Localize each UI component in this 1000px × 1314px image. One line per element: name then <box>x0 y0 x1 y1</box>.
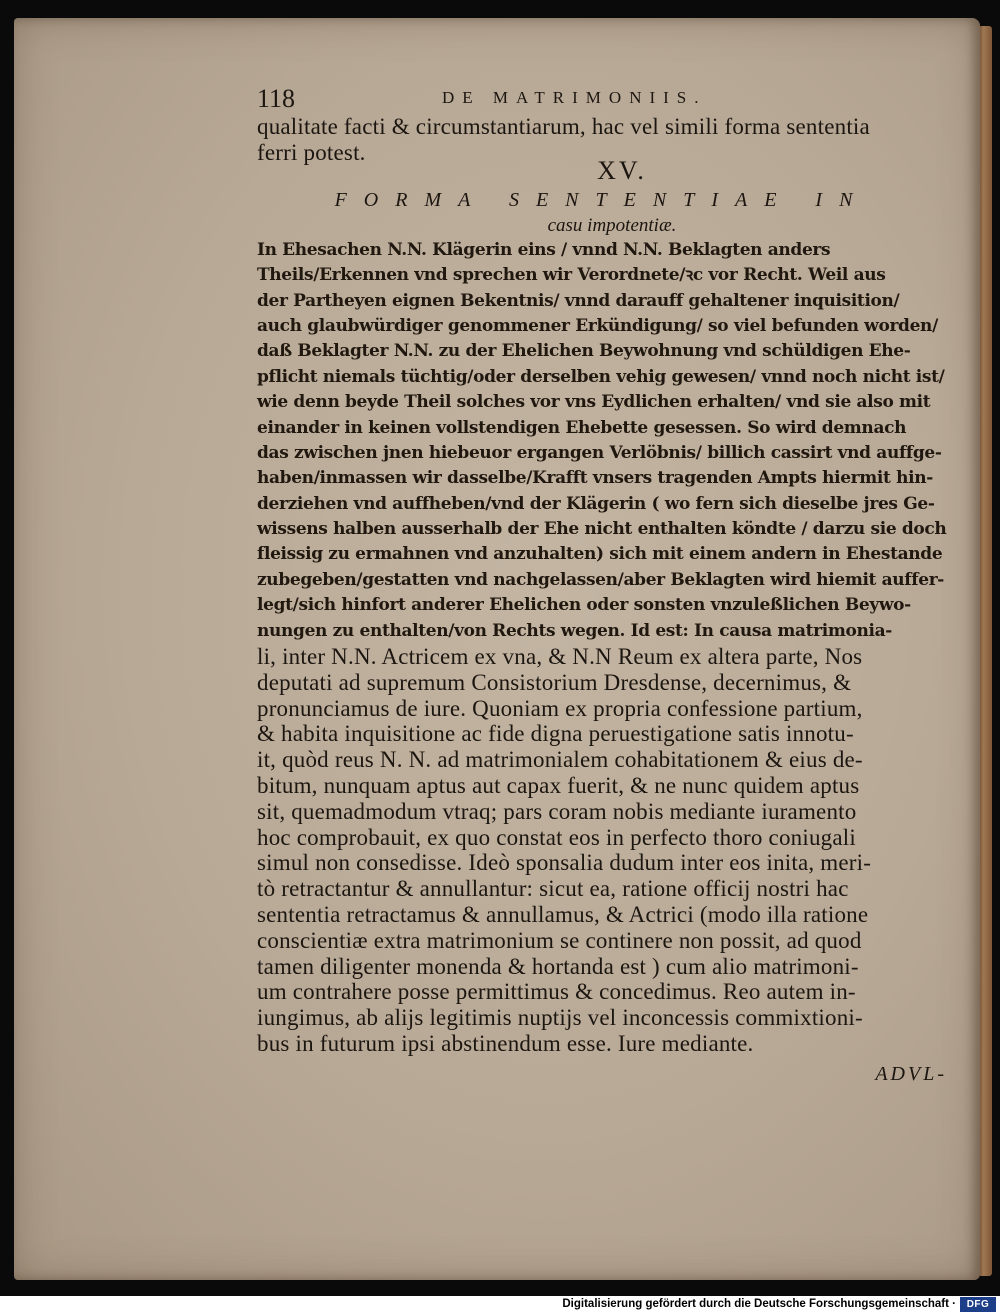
section-number: XV. <box>597 155 647 185</box>
book-fore-edge <box>978 26 992 1276</box>
dfg-logo-icon: DFG <box>960 1297 996 1312</box>
text-line: derziehen vnd auffheben/vnd der Klägerin ( wo fern sich dieselbe jres Ge- <box>257 493 935 514</box>
page-number: 118 <box>257 84 296 113</box>
text-line: In Ehesachen N.N. Klägerin eins / vnnd N.N. Beklagten anders <box>257 239 831 260</box>
text-line: zubegeben/gestatten vnd nachgelassen/aber Beklagten wird hiemit auffer- <box>257 569 945 590</box>
text-line: einander in keinen vollstendigen Ehebette gesessen. So wird demnach <box>257 417 907 438</box>
text-line: simul non consedisse. Ideò sponsalia dudum inter eos inita, meri- <box>257 850 872 876</box>
catchword: ADVL- <box>875 1062 947 1085</box>
running-title: DE MATRIMONIIS. <box>442 88 707 107</box>
text-line: auch glaubwürdiger genommener Erkündigung/ so viel befunden worden/ <box>257 315 938 336</box>
text-line: deputati ad supremum Consistorium Dresdense, decernimus, & <box>257 669 852 695</box>
section-subtitle: casu impotentiæ. <box>547 214 677 236</box>
text-line: iungimus, ab alijs legitimis nuptijs vel inconcessis commixtioni- <box>257 1005 863 1031</box>
section-title: FORMA SENTENTIAE IN <box>334 188 870 211</box>
text-line: & habita inquisitione ac fide digna peruestigatione satis innotu- <box>257 721 854 747</box>
book-page <box>14 18 980 1280</box>
text-line: nungen zu enthalten/von Rechts wegen. Id est: In causa matrimonia- <box>257 620 892 641</box>
text-line: li, inter N.N. Actricem ex vna, & N.N Reum ex altera parte, Nos <box>257 644 863 670</box>
text-line: sententia retractamus & annullamus, & Actrici (modo illa ratione <box>257 902 869 928</box>
text-line: der Partheyen eignen Bekentnis/ vnnd darauff gehaltener inquisition/ <box>257 290 900 311</box>
text-line: qualitate facti & circumstantiarum, hac vel simili forma sententia <box>257 114 870 139</box>
text-line: haben/inmassen wir dasselbe/Krafft vnsers tragenden Ampts hiermit hin- <box>257 468 933 489</box>
page-text-block <box>257 84 947 1091</box>
text-line: bitum, nunquam aptus aut capax fuerit, & ne nunc quidem aptus <box>257 773 860 799</box>
funding-credit: Digitalisierung gefördert durch die Deutsche Forschungsgemeinschaft · <box>562 1298 956 1310</box>
german-sentence <box>257 238 947 644</box>
text-line: daß Beklagter N.N. zu der Ehelichen Beywohnung vnd schüldigen Ehe- <box>257 341 911 362</box>
text-line: tò retractantur & annullantur: sicut ea, ratione officij nostri hac <box>257 876 849 902</box>
text-line: legt/sich hinfort anderer Ehelichen oder sonsten vnzuleßlichen Beywo- <box>257 595 911 616</box>
text-line: fleissig zu ermahnen vnd anzuhalten) sich mit einem andern in Ehestande <box>257 544 943 565</box>
text-line: wie denn beyde Theil solches vor vns Eydlichen erhalten/ vnd sie also mit <box>257 392 931 413</box>
page-header <box>257 84 947 114</box>
text-line: wissens halben ausserhalb der Ehe nicht enthalten köndte / darzu sie doch <box>257 519 947 540</box>
text-line: sit, quemadmodum vtraq; pars coram nobis mediante iuramento <box>257 798 857 824</box>
text-line: hoc comprobauit, ex quo constat eos in perfecto thoro coniugali <box>257 824 856 850</box>
text-line: pronunciamus de iure. Quoniam ex propria confessione partium, <box>257 695 863 721</box>
opening-lines <box>257 114 947 165</box>
text-line: conscientiæ extra matrimonium se continere non possit, ad quod <box>257 927 862 953</box>
text-line: bus in futurum ipsi abstinendum esse. Iure mediante. <box>257 1031 754 1056</box>
text-line: das zwischen jnen hiebeuor ergangen Verlöbnis/ billich cassirt vnd auffge- <box>257 442 942 463</box>
latin-sentence <box>257 644 947 1057</box>
text-line: tamen diligenter monenda & hortanda est ) cum alio matrimoni- <box>257 953 859 979</box>
text-line: ferri potest. <box>257 139 366 165</box>
digitization-footer <box>0 1296 1000 1314</box>
text-line: Theils/Erkennen vnd sprechen wir Verordnete/ꝛc vor Recht. Weil aus <box>257 265 886 286</box>
text-line: pflicht niemals tüchtig/oder derselben vehig gewesen/ vnnd noch nicht ist/ <box>257 366 945 387</box>
text-line: um contrahere posse permittimus & concedimus. Reo autem in- <box>257 979 856 1005</box>
text-line: it, quòd reus N. N. ad matrimonialem cohabitationem & eius de- <box>257 747 863 773</box>
